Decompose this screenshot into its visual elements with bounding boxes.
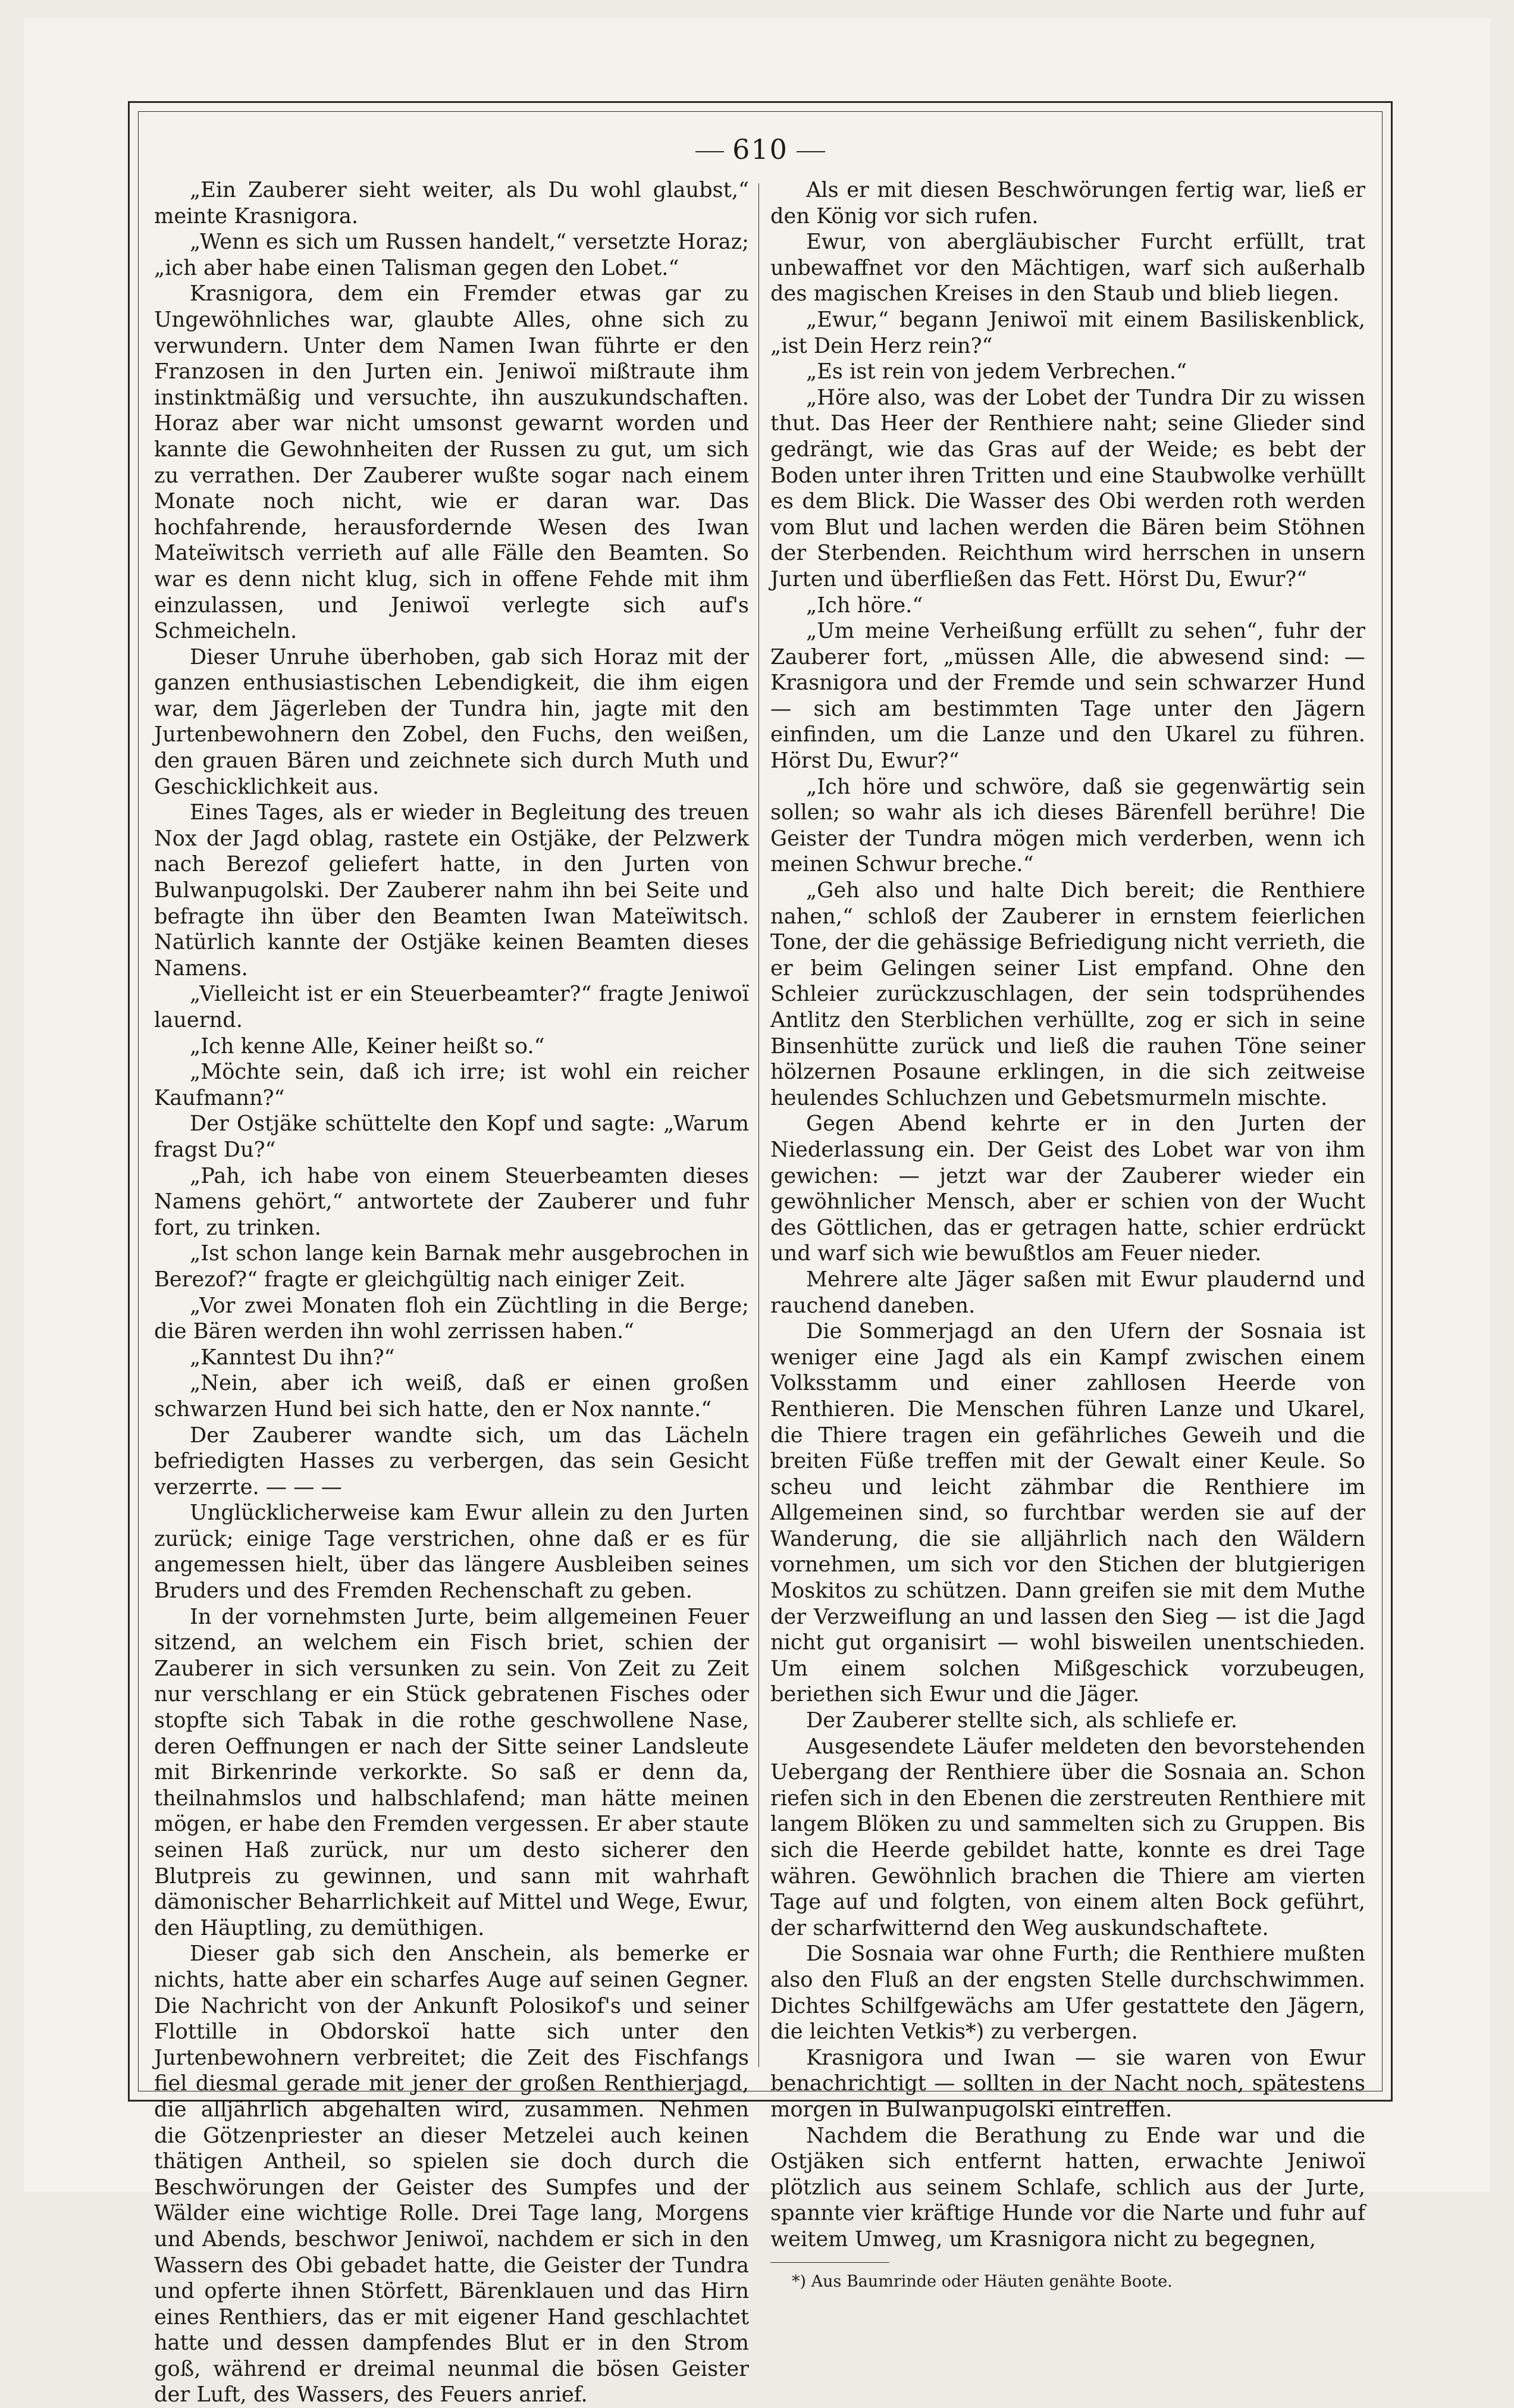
paragraph: Dieser gab sich den Anschein, als bemerke er nichts, hatte aber ein scharfes Auge auf seinen Gegner. Die Nachricht von der Ankunft Polosikof's und seiner Flottille in Obdorskoï hatte sich unter den Jurtenbewohnern verbreitet; die Zeit des Fischfangs fiel diesmal gerade mit jener der großen Renthierjagd, die alljährlich abgehalten wird, zusammen. Nehmen die Götzenpriester an dieser Metzelei auch keinen thätigen Antheil, so spielen sie doch durch die Beschwörungen der Geister des Sumpfes und der Wälder eine wichtige Rolle. Drei Tage lang, Morgens und Abends, beschwor Jeniwoï, nachdem er sich in den Wassern des Obi gebadet hatte, die Geister der Tundra und opferte ihnen Störfett, Bärenklauen und das Hirn eines Renthiers, das er mit eigener Hand geschlachtet hatte und dessen dampfendes Blut er in den Strom goß, während er dreimal neunmal die bösen Geister der Luft, des Wassers, des Feuers anrief.: [154, 1942, 749, 2407]
left-column: [154, 177, 749, 2407]
paragraph: „Vor zwei Monaten floh ein Züchtling in die Berge; die Bären werden ihn wohl zerrissen haben.“: [154, 1293, 749, 1344]
footnote: *) Aus Baumrinde oder Häuten genähte Boote.: [792, 2272, 1173, 2291]
paragraph: Krasnigora und Iwan — sie waren von Ewur benachrichtigt — sollten in der Nacht noch, spätestens morgen in Bulwanpugolski eintreffen.: [770, 2045, 1365, 2122]
paragraph: Mehrere alte Jäger saßen mit Ewur plaudernd und rauchend daneben.: [770, 1267, 1365, 1318]
paragraph: „Ewur,“ begann Jeniwoï mit einem Basiliskenblick, „ist Dein Herz rein?“: [770, 307, 1365, 358]
paragraph: „Es ist rein von jedem Verbrechen.“: [806, 359, 1187, 384]
page-number: 610: [732, 133, 788, 165]
paragraph: „Nein, aber ich weiß, daß er einen großen schwarzen Hund bei sich hatte, den er Nox nannte.“: [154, 1371, 749, 1421]
footnote-rule: [770, 2262, 889, 2263]
paragraph: Der Zauberer wandte sich, um das Lächeln befriedigten Hasses zu verbergen, das sein Gesicht verzerrte. — — —: [154, 1423, 749, 1499]
right-column: [770, 177, 1365, 2291]
paragraph: „Vielleicht ist er ein Steuerbeamter?“ fragte Jeniwoï lauernd.: [154, 982, 749, 1032]
paragraph: „Pah, ich habe von einem Steuerbeamten dieses Namens gehört,“ antwortete der Zauberer und fuhr fort, zu trinken.: [154, 1163, 749, 1240]
paragraph: „Um meine Verheißung erfüllt zu sehen“, fuhr der Zauberer fort, „müssen Alle, die abwesend sind: — Krasnigora und der Fremde und sein schwarzer Hund — sich am bestimmten Tage unter den Jägern einfinden, um die Lanze und den Ukarel zu führen. Hörst Du, Ewur?“: [770, 619, 1365, 774]
paragraph: Als er mit diesen Beschwörungen fertig war, ließ er den König vor sich rufen.: [770, 178, 1365, 228]
paragraph: Die Sosnaia war ohne Furth; die Renthiere mußten also den Fluß an der engsten Stelle durchschwimmen. Dichtes Schilfgewächs am Ufer gestattete den Jägern, die leichten Vetkis*) zu verbergen.: [770, 1942, 1365, 2044]
paragraph: Der Ostjäke schüttelte den Kopf und sagte: „Warum fragst Du?“: [154, 1111, 749, 1162]
paragraph: Eines Tages, als er wieder in Begleitung des treuen Nox der Jagd oblag, rastete ein Ostjäke, der Pelzwerk nach Berezof geliefert hatte, in den Jurten von Bulwanpugolski. Der Zauberer nahm ihn bei Seite und befragte ihn über den Beamten Iwan Mateïwitsch. Natürlich kannte der Ostjäke keinen Beamten dieses Namens.: [154, 800, 749, 981]
paragraph: „Ich kenne Alle, Keiner heißt so.“: [190, 1034, 545, 1059]
paragraph: „Möchte sein, daß ich irre; ist wohl ein reicher Kaufmann?“: [154, 1060, 749, 1110]
paragraph: In der vornehmsten Jurte, beim allgemeinen Feuer sitzend, an welchem ein Fisch briet, schien der Zauberer in sich versunken zu sein. Von Zeit zu Zeit nur verschlang er ein Stück gebratenen Fisches oder stopfte sich Tabak in die rothe geschwollene Nase, deren Oeffnungen er nach der Sitte seiner Landsleute mit Birkenrinde verkorkte. So saß er denn da, theilnahmslos und halbschlafend; man hätte meinen mögen, er habe den Fremden vergessen. Er aber staute seinen Haß zurück, nur um desto sicherer den Blutpreis zu gewinnen, und sann mit wahrhaft dämonischer Beharrlichkeit auf Mittel und Wege, Ewur, den Häuptling, zu demüthigen.: [154, 1604, 749, 1940]
paragraph: „Kanntest Du ihn?“: [190, 1345, 395, 1370]
paragraph: „Ist schon lange kein Barnak mehr ausgebrochen in Berezof?“ fragte er gleichgültig nach einiger Zeit.: [154, 1241, 749, 1292]
paragraph: „Höre also, was der Lobet der Tundra Dir zu wissen thut. Das Heer der Renthiere naht; seine Glieder sind gedrängt, wie das Gras auf der Weide; es bebt der Boden unter ihren Tritten und eine Staubwolke verhüllt es dem Blick. Die Wasser des Obi werden roth werden vom Blut und lachen werden die Bären beim Stöhnen der Sterbenden. Reichthum wird herrschen in unsern Jurten und überfließen das Fett. Hörst Du, Ewur?“: [770, 385, 1365, 591]
column-divider: [758, 183, 759, 2067]
paragraph: „Wenn es sich um Russen handelt,“ versetzte Horaz; „ich aber habe einen Talisman gegen den Lobet.“: [154, 230, 749, 280]
paragraph: Der Zauberer stellte sich, als schliefe er.: [806, 1708, 1238, 1733]
paragraph: Unglücklicherweise kam Ewur allein zu den Jurten zurück; einige Tage verstrichen, ohne daß er es für angemessen hielt, über das längere Ausbleiben seines Bruders und des Fremden Rechenschaft zu geben.: [154, 1501, 749, 1604]
paragraph: Nachdem die Berathung zu Ende war und die Ostjäken sich entfernt hatten, erwachte Jeniwoï plötzlich aus seinem Schlafe, schlich aus der Jurte, spannte vier kräftige Hunde vor die Narte und fuhr auf weitem Umweg, um Krasnigora nicht zu begegnen,: [770, 2123, 1365, 2252]
newspaper-page: [24, 18, 1490, 2407]
page-frame: [128, 101, 1393, 2407]
page-header: [139, 129, 1382, 170]
paragraph: Ewur, von abergläubischer Furcht erfüllt, trat unbewaffnet vor den Mächtigen, warf sich außerhalb des magischen Kreises in den Staub und blieb liegen.: [770, 230, 1365, 306]
paragraph: Die Sommerjagd an den Ufern der Sosnaia ist weniger eine Jagd als ein Kampf zwischen einem Volksstamm und einer zahllosen Heerde von Renthieren. Die Menschen führen Lanze und Ukarel, die Thiere tragen ein gefährliches Geweih und die breiten Füße treffen mit der Gewalt einer Keule. So scheu und leicht zähmbar die Renthiere im Allgemeinen sind, so furchtbar werden sie auf der Wanderung, die sie alljährlich nach den Wäldern vornehmen, um sich vor den Stichen der blutgierigen Moskitos zu schützen. Dann greifen sie mit dem Muthe der Verzweiflung an und lassen den Sieg — ist die Jagd nicht gut organisirt — wohl bisweilen unentschieden. Um einem solchen Mißgeschick vorzubeugen, beriethen sich Ewur und die Jäger.: [770, 1319, 1365, 1707]
paragraph: Krasnigora, dem ein Fremder etwas gar zu Ungewöhnliches war, glaubte Alles, ohne sich zu verwundern. Unter dem Namen Iwan führte er den Franzosen in den Jurten ein. Jeniwoï mißtraute ihm instinktmäßig und versuchte, ihn auszukundschaften. Horaz aber war nicht umsonst gewarnt worden und kannte die Gewohnheiten der Russen zu gut, um sich zu verrathen. Der Zauberer wußte sogar nach einem Monate noch nicht, wie er daran war. Das hochfahrende, herausfordernde Wesen des Iwan Mateïwitsch verrieth auf alle Fälle den Beamten. So war es denn nicht klug, sich in offene Fehde mit ihm einzulassen, und Jeniwoï verlegte sich auf's Schmeicheln.: [154, 281, 749, 644]
paragraph: „Ich höre und schwöre, daß sie gegenwärtig sein sollen; so wahr als ich dieses Bärenfell berühre! Die Geister der Tundra mögen mich verderben, wenn ich meinen Schwur breche.“: [770, 774, 1365, 877]
paragraph: „Ein Zauberer sieht weiter, als Du wohl glaubst,“ meinte Krasnigora.: [154, 178, 749, 228]
paragraph: Ausgesendete Läufer meldeten den bevorstehenden Uebergang der Renthiere über die Sosnaia an. Schon riefen sich in den Ebenen die zerstreuten Renthiere mit langem Blöken zu und sammelten sich zu Gruppen. Bis sich die Heerde gebildet hatte, konnte es drei Tage währen. Gewöhnlich brachen die Thiere am vierten Tage auf und folgten, von einem alten Bock geführt, der scharfwitternd den Weg auskundschaftete.: [770, 1734, 1365, 1940]
paragraph: „Geh also und halte Dich bereit; die Renthiere nahen,“ schloß der Zauberer in ernstem feierlichen Tone, der die gehässige Befriedigung nicht verrieth, die er beim Gelingen seiner List empfand. Ohne den Schleier zurückzuschlagen, der sein todsprühendes Antlitz den Sterblichen verhüllte, zog er sich in seine Binsenhütte zurück und ließ die rauhen Töne seiner hölzernen Posaune erklingen, in die sich zeitweise heulendes Schluchzen und Gebetsmurmeln mischte.: [770, 878, 1365, 1110]
paragraph: Dieser Unruhe überhoben, gab sich Horaz mit der ganzen enthusiastischen Lebendigkeit, die ihm eigen war, dem Jägerleben der Tundra hin, jagte mit den Jurtenbewohnern den Zobel, den Fuchs, den weißen, den grauen Bären und zeichnete sich durch Muth und Geschicklichkeit aus.: [154, 644, 749, 799]
paragraph: Gegen Abend kehrte er in den Jurten der Niederlassung ein. Der Geist des Lobet war von ihm gewichen: — jetzt war der Zauberer wieder ein gewöhnlicher Mensch, aber er schien von der Wucht des Göttlichen, das er getragen hatte, schier erdrückt und warf sich wie bewußtlos am Feuer nieder.: [770, 1111, 1365, 1266]
paragraph: „Ich höre.“: [806, 593, 923, 618]
header-dash-left: [695, 151, 724, 152]
page-frame-inner: [138, 111, 1383, 2407]
header-dash-right: [797, 151, 825, 152]
